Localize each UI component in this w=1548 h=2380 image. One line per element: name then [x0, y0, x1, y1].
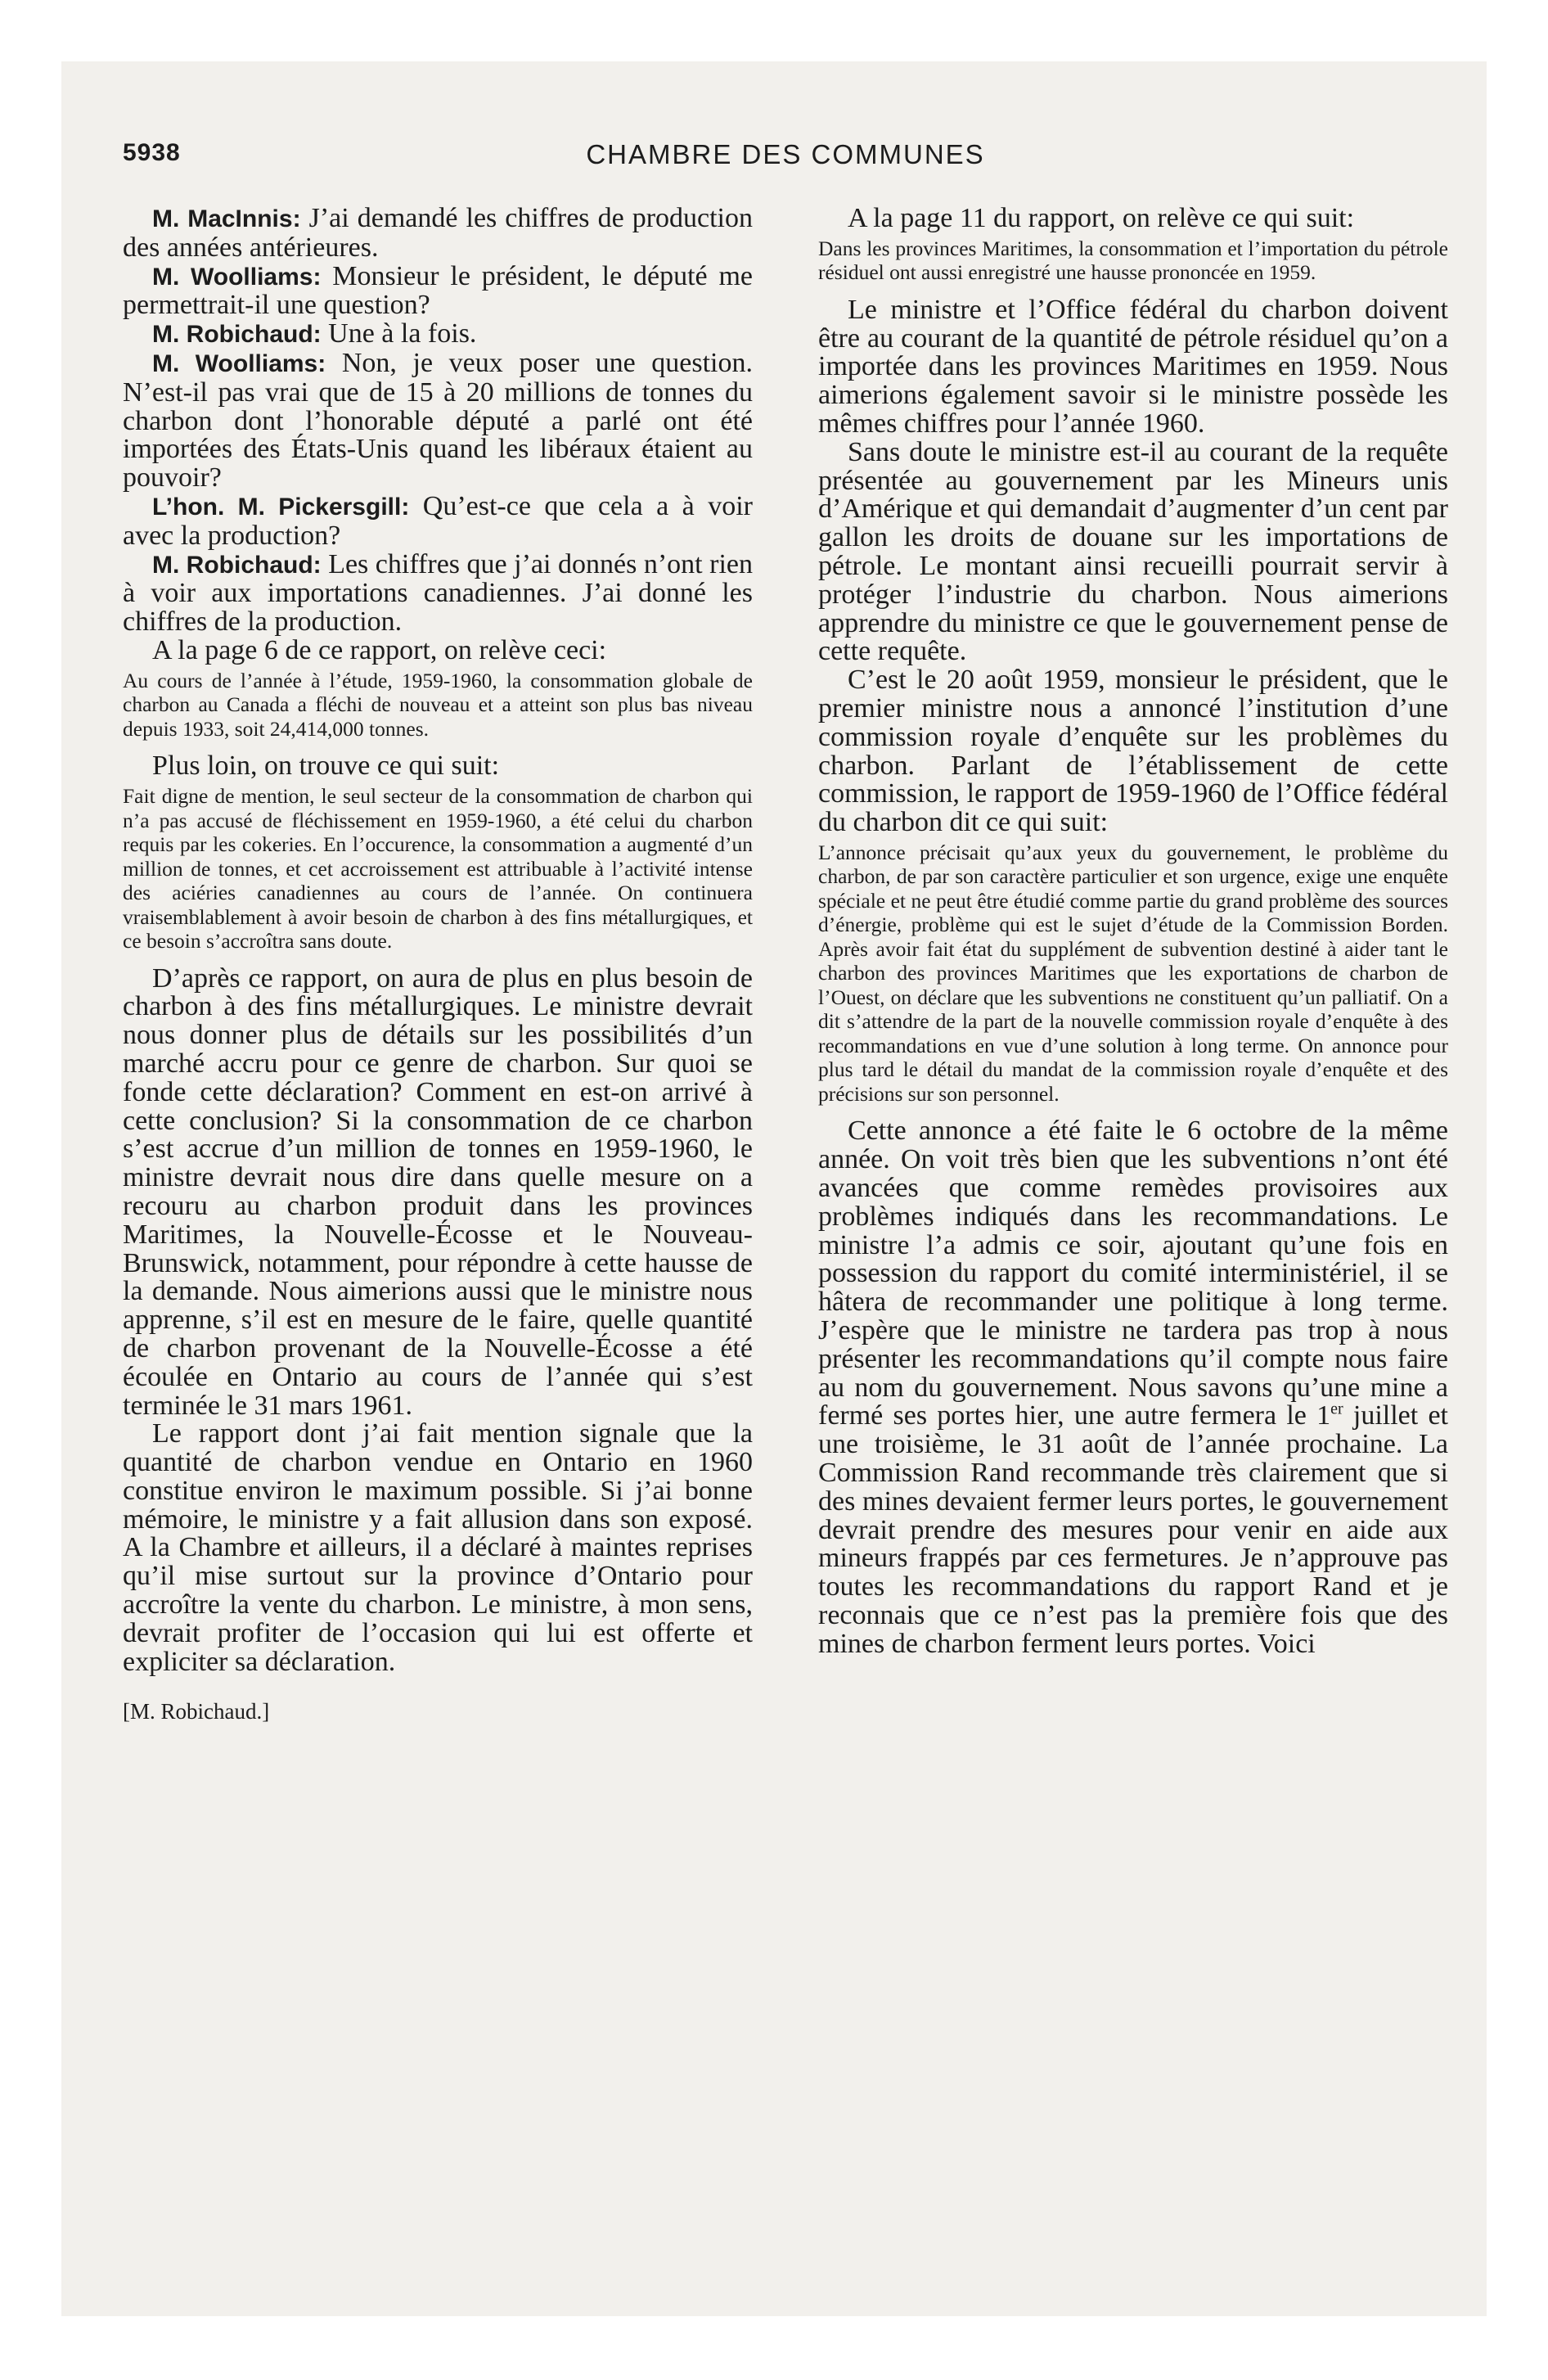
paragraph-text: juillet et une troisième, le 31 août de l’année prochaine. La Commission Rand recommande très clairement que si des mines devaient fermer leurs portes, le gouvernement devrait prendre des mesures pour venir en aide aux mineurs frappés par ces fermetures. Je n’approuve pas toutes les recommandations du rapport Rand et je reconnais que ce n’est pas la première fois que des mines de charbon ferment leurs portes. Voici — [818, 1400, 1448, 1659]
body-paragraph — [818, 1117, 1448, 1658]
speaker-name: L’hon. M. Pickersgill: — [152, 493, 410, 521]
speech-paragraph — [123, 490, 753, 551]
left-column — [123, 205, 753, 1726]
quoted-excerpt: Au cours de l’année à l’étude, 1959-1960, la consommation globale de charbon au Canada a fléchi de nouveau et a atteint son plus bas niveau depuis 1933, soit 24,414,000 tonnes. — [123, 668, 753, 741]
quoted-excerpt: Dans les provinces Maritimes, la consommation et l’importation du pétrole résiduel ont aussi enregistré une hausse prononcée en 1959. — [818, 236, 1448, 285]
quoted-excerpt: L’annonce précisait qu’aux yeux du gouvernement, le problème du charbon, de par son caractère particulier et son urgence, exige une enquête spéciale et ne peut être étudié comme partie du grand problème des sources d’énergie, problème qui est le sujet d’étude de la Commission Borden. Après avoir fait état du supplément de subvention destiné à aider tant le charbon des provinces Maritimes que les exportations de charbon de l’Ouest, on déclare que les subventions ne constituent qu’un palliatif. On a dit s’attendre de la part de la nouvelle commission royale d’enquête à des recommandations en vue d’une solution à long terme. On annonce pour plus tard le détail du mandat de la commission royale d’enquête et des précisions sur son personnel. — [818, 840, 1448, 1106]
speech-paragraph — [123, 349, 753, 493]
speech-text: Une à la fois. — [321, 318, 477, 349]
speech-text: Monsieur le président, le député me permettrait-il une question? — [123, 260, 753, 321]
running-title: CHAMBRE DES COMMUNES — [586, 139, 985, 169]
body-paragraph: Le ministre et l’Office fédéral du charbon doivent être au courant de la quantité de pétrole résiduel qu’on a importée dans les provinces Maritimes en 1959. Nous aimerions également savoir si le ministre possède les mêmes chiffres pour l’année 1960. — [818, 294, 1448, 439]
speaker-name: M. MacInnis: — [152, 205, 301, 232]
paragraph-text: Cette annonce a été faite le 6 octobre de la même année. On voit très bien que les subventions n’ont été avancées que comme remèdes provisoires aux problèmes indiqués dans les recommandations. Le ministre l’a admis ce soir, ajoutant qu’une fois en possession du rapport du comité interministériel, il se hâtera de recommander une politique à long terme. J’espère que le ministre ne tardera pas trop à nous présenter les recommandations qu’il compte nous faire au nom du gouvernement. Nous savons qu’une mine a fermé ses portes hier, une autre fermera le 1 — [818, 1116, 1448, 1431]
body-paragraph: A la page 6 de ce rapport, on relève ceci: — [152, 634, 607, 665]
body-paragraph: A la page 11 du rapport, on relève ce qui suit: — [848, 203, 1355, 233]
speech-paragraph — [123, 320, 753, 349]
speech-paragraph — [123, 260, 753, 321]
body-paragraph: D’après ce rapport, on aura de plus en plus besoin de charbon à des fins métallurgiques. Le ministre devrait nous donner plus de détails sur les possibilités d’un marché accru pour ce genre de charbon. Sur quoi se fonde cette déclaration? Comment en est-on arrivé à cette conclusion? Si la consommation de ce charbon s’est accrue d’un million de tonnes en 1959-1960, le ministre devrait nous dire dans quelle mesure on a recouru au charbon produit dans les provinces Maritimes, la Nouvelle-Écosse et le Nouveau-Brunswick, notamment, pour répondre à cette hausse de la demande. Nous aimerions aussi que le ministre nous apprenne, s’il est en mesure de le faire, quelle quantité de charbon provenant de la Nouvelle-Écosse a été écoulée en Ontario au cours de l’année qui s’est terminée le 31 mars 1961. — [123, 962, 753, 1421]
body-paragraph: Le rapport dont j’ai fait mention signale que la quantité de charbon vendue en Ontario en 1960 constitue environ le maximum possible. Si j’ai bonne mémoire, le ministre y a fait allusion dans son exposé. A la Chambre et ailleurs, il a déclaré à maintes reprises qu’il mise surtout sur la province d’Ontario pour accroître la vente du charbon. Le ministre, à mon sens, devrait profiter de l’occasion qui lui est offerte et expliciter sa déclaration. — [123, 1418, 753, 1677]
speech-paragraph — [123, 548, 753, 638]
speech-text: Non, je veux poser une question. N’est-il pas vrai que de 15 à 20 millions de tonnes du charbon dont l’honorable député a parlé ont été importées des États-Unis quand les libéraux étaient au pouvoir? — [123, 347, 753, 494]
speaker-name: M. Robichaud: — [152, 321, 322, 349]
ordinal-superscript: er — [1330, 1400, 1343, 1419]
speech-text: J’ai demandé les chiffres de production des années antérieures. — [123, 203, 754, 263]
speaker-name: M. Robichaud: — [152, 551, 322, 579]
quoted-excerpt: Fait digne de mention, le seul secteur de la consommation de charbon qui n’a pas accusé de fléchissement en 1959-1960, a été celui du charbon requis par les cokeries. En l’occurence, la consommation a augmenté d’un million de tonnes, et cet accroissement est attribuable à l’activité intense des aciéries canadiennes au cours de l’année. On continuera vraisemblablement à avoir besoin de charbon à des fins métallurgiques, et ce besoin s’accroîtra sans doute. — [123, 784, 753, 953]
body-paragraph: C’est le 20 août 1959, monsieur le président, que le premier ministre nous a annoncé l’institution d’une commission royale d’enquête sur les problèmes du charbon. Parlant de l’établissement de cette commission, le rapport de 1959-1960 de l’Office fédéral du charbon dit ce qui suit: — [818, 665, 1448, 838]
body-paragraph: Plus loin, on trouve ce qui suit: — [152, 751, 500, 782]
page-header — [123, 139, 1448, 180]
speech-text: Les chiffres que j’ai donnés n’ont rien à voir aux importations canadiennes. J’ai donné les chiffres de la production. — [123, 548, 753, 638]
right-column — [818, 205, 1448, 1659]
body-paragraph: Sans doute le ministre est-il au courant de la requête présentée au gouvernement par les Mineurs unis d’Amérique et qui demandait d’augmenter d’un cent par gallon les droits de douane sur les importations de pétrole. Le montant ainsi recueilli pourrait servir à protéger l’industrie du charbon. Nous aimerions apprendre du ministre ce que le gouvernement pense de cette requête. — [818, 436, 1448, 667]
page-number: 5938 — [123, 139, 181, 166]
speaker-name: M. Woolliams: — [152, 349, 326, 377]
speaker-name: M. Woolliams: — [152, 263, 322, 291]
speech-paragraph — [123, 205, 753, 263]
speech-text: Qu’est-ce que cela a à voir avec la production? — [123, 490, 753, 551]
speaker-signature: [M. Robichaud.] — [123, 1699, 270, 1724]
